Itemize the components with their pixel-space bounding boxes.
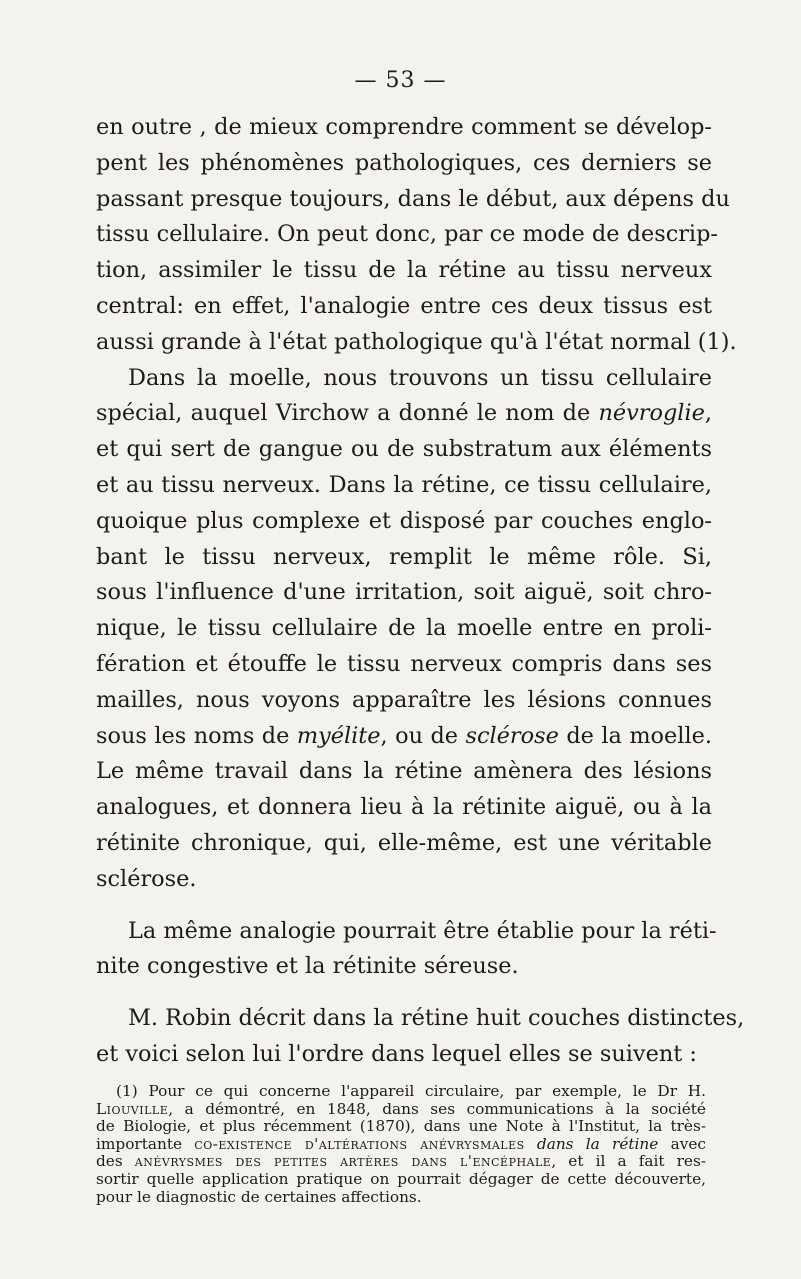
term-sclerose: sclérose — [465, 722, 559, 749]
text-line: Le même travail dans la rétine amènera des lésions — [96, 758, 712, 785]
text-run: de la moelle. — [558, 722, 712, 749]
paragraph-1 — [96, 110, 737, 898]
text-line: nique, le tissu cellulaire de la moelle entre en proli- — [96, 615, 712, 642]
text-run: , ou de — [380, 722, 466, 749]
text-line: M. Robin décrit dans la rétine huit couches distinctes, — [128, 1005, 745, 1032]
text-line: passant presque toujours, dans le début, aux dépens du — [96, 185, 730, 212]
text-run: sous les noms de — [96, 722, 297, 749]
text-line: quoique plus complexe et disposé par couches englo- — [96, 507, 712, 534]
text-line: tion, assimiler le tissu de la rétine au tissu nerveux — [96, 257, 712, 284]
italic-run: dans la rétine — [524, 1134, 659, 1153]
footnote — [96, 1083, 706, 1206]
text-line: bant le tissu nerveux, remplit le même rôle. Si, — [96, 543, 712, 570]
text-line: nite congestive et la rétinite séreuse. — [96, 953, 519, 980]
footnote-line — [96, 1153, 706, 1171]
text-line: La même analogie pourrait être établie pour la réti- — [128, 917, 717, 944]
text-line — [96, 396, 712, 432]
text-run: spécial, auquel Virchow a donné le nom de — [96, 400, 599, 427]
text-line: mailles, nous voyons apparaître les lésions connues — [96, 686, 712, 713]
footnote-line: (1) Pour ce qui concerne l'appareil circulaire, par exemple, le Dr H. — [116, 1082, 706, 1100]
text-run: , — [704, 400, 712, 427]
term-nevroglie: névroglie — [598, 400, 705, 427]
text-line: aussi grande à l'état pathologique qu'à l'état normal (1). — [96, 328, 737, 355]
text-line: analogues, et donnera lieu à la rétinite aiguë, ou à la — [96, 794, 712, 821]
text-line: et au tissu nerveux. Dans la rétine, ce tissu cellulaire, — [96, 471, 712, 498]
text-line: et qui sert de gangue ou de substratum aux éléments — [96, 436, 712, 463]
text-run: des — [96, 1152, 135, 1171]
term-myelite: myélite — [296, 722, 381, 749]
text-run: avec — [658, 1134, 706, 1153]
smallcaps-run: anévrysmes des petites artères dans l'encéphale — [134, 1152, 552, 1171]
footnote-line: pour le diagnostic de certaines affections. — [96, 1187, 422, 1206]
text-line: en outre , de mieux comprendre comment se dévelop- — [96, 114, 712, 140]
text-line: tissu cellulaire. On peut donc, par ce mode de descrip- — [96, 221, 718, 248]
footnote-line: sortir quelle application pratique on pourrait dégager de cette découverte, — [96, 1169, 706, 1188]
author-name: Liouville — [96, 1099, 169, 1118]
paragraph-3 — [96, 1001, 745, 1073]
page-number: — 53 — — [354, 68, 447, 93]
text-line: central: en effet, l'analogie entre ces deux tissus est — [96, 292, 712, 319]
text-line: et voici selon lui l'ordre dans lequel elles se suivent : — [96, 1040, 697, 1067]
text-line: pent les phénomènes pathologiques, ces derniers se — [96, 149, 712, 176]
text-run: importante — [96, 1134, 195, 1153]
text-line: Dans la moelle, nous trouvons un tissu cellulaire — [128, 364, 712, 391]
text-line: rétinite chronique, qui, elle-même, est une véritable — [96, 829, 712, 856]
footnote-line — [96, 1101, 706, 1119]
text-run: , et il a fait res- — [551, 1152, 706, 1171]
text-line — [96, 719, 712, 755]
smallcaps-run: co-existence d'altérations anévrysmales — [194, 1134, 525, 1153]
text-line: fération et étouffe le tissu nerveux compris dans ses — [96, 650, 712, 677]
footnote-line: de Biologie, et plus récemment (1870), dans une Note à l'Institut, la très- — [96, 1117, 706, 1136]
footnote-line — [96, 1136, 706, 1154]
text-line: sclérose. — [96, 865, 197, 892]
text-run: , a démontré, en 1848, dans ses communications à la société — [168, 1099, 706, 1118]
main-text — [96, 110, 745, 1073]
paragraph-2 — [96, 914, 717, 986]
text-line: sous l'influence d'une irritation, soit aiguë, soit chro- — [96, 579, 712, 606]
